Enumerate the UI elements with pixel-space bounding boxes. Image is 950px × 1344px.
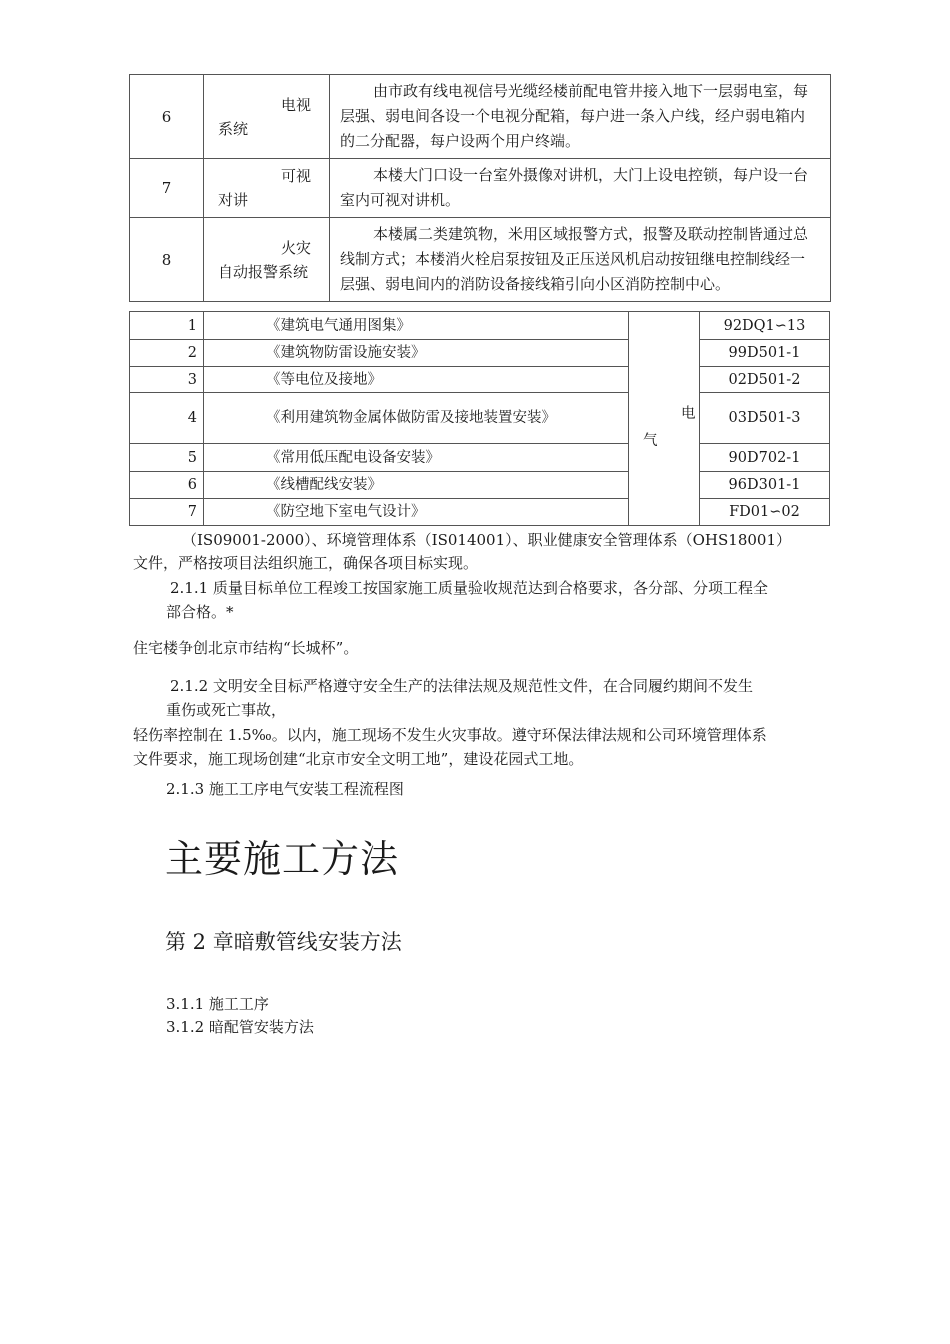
system-name: 可视 对讲	[204, 159, 330, 218]
standard-code: 90D702-1	[700, 444, 830, 472]
system-name: 火灾 自动报警系统	[204, 218, 330, 302]
system-description: 本楼属二类建筑物，米用区域报警方式，报警及联动控制皆通过总线制方式；本楼消火栓启泵按钮及正压送风机启动按钮继电控制线经一层强、弱电间内的消防设备接线箱引向小区消防控制中心。	[330, 218, 831, 302]
paragraph-line: 部合格。*	[166, 603, 234, 621]
standard-title: 《防空地下室电气设计》	[204, 499, 629, 526]
standard-title: 《线槽配线安装》	[204, 472, 629, 499]
table-row	[130, 367, 830, 393]
row-number: 2	[130, 340, 204, 367]
standard-code: 02D501-2	[700, 367, 830, 393]
row-number: 5	[130, 444, 204, 472]
paragraph-line: 重伤或死亡事故，	[166, 701, 287, 719]
standard-code: 03D501-3	[700, 393, 830, 444]
section-line: 2.1.3 施工工序电气安装工程流程图	[166, 780, 404, 798]
category-cell	[629, 312, 700, 526]
paragraph-line: 文件，严格按项目法组织施工，确保各项目标实现。	[133, 554, 479, 572]
standard-title: 《等电位及接地》	[204, 367, 629, 393]
chapter-heading: 第 2 章暗敷管线安装方法	[165, 930, 402, 954]
row-number: 7	[130, 499, 204, 526]
table-row	[130, 499, 830, 526]
row-number: 1	[130, 312, 204, 340]
table-row	[130, 472, 830, 499]
system-description: 本楼大门口设一台室外摄像对讲机，大门上设电控锁，每户设一台室内可视对讲机。	[330, 159, 831, 218]
table-row	[130, 393, 830, 444]
table-row	[130, 444, 830, 472]
standard-title: 《利用建筑物金属体做防雷及接地装置安装》	[204, 393, 629, 444]
section-line: 3.1.1 施工工序	[166, 995, 269, 1013]
systems-table	[129, 74, 831, 302]
category-char: 气	[643, 433, 658, 449]
standard-title: 《常用低压配电设备安装》	[204, 444, 629, 472]
category-char: 电	[681, 406, 696, 422]
row-number: 6	[130, 472, 204, 499]
standard-title: 《建筑电气通用图集》	[204, 312, 629, 340]
table-row	[130, 75, 831, 159]
page-heading: 主要施工方法	[165, 837, 400, 881]
system-name: 电视 系统	[204, 75, 330, 159]
standard-code: FD01∽02	[700, 499, 830, 526]
standard-code: 99D501-1	[700, 340, 830, 367]
section-line: 3.1.2 暗配管安装方法	[166, 1018, 314, 1036]
table-row	[130, 159, 831, 218]
system-description: 由市政有线电视信号光缆经楼前配电管井接入地下一层弱电室，每层强、弱电间各设一个电视分配箱，每户进一条入户线，经户弱电箱内的二分配器，每户设两个用户终端。	[330, 75, 831, 159]
paragraph-line: 文件要求，施工现场创建“北京市安全文明工地”，建设花园式工地。	[133, 750, 584, 768]
standard-title: 《建筑物防雷设施安装》	[204, 340, 629, 367]
paragraph-line: 2.1.2 文明安全目标严格遵守安全生产的法律法规及规范性文件，在合同履约期间不发生	[170, 677, 753, 695]
row-number: 3	[130, 367, 204, 393]
paragraph-line: 轻伤率控制在 1.5‰。以内，施工现场不发生火灾事故。遵守环保法律法规和公司环境管理体系	[133, 726, 767, 744]
paragraph-line: 2.1.1 质量目标单位工程竣工按国家施工质量验收规范达到合格要求，各分部、分项工程全	[170, 579, 768, 597]
row-number: 7	[130, 159, 204, 218]
standard-code: 96D301-1	[700, 472, 830, 499]
row-number: 6	[130, 75, 204, 159]
table-row	[130, 218, 831, 302]
table-row	[130, 340, 830, 367]
row-number: 4	[130, 393, 204, 444]
paragraph-line: 住宅楼争创北京市结构“长城杯”。	[133, 639, 359, 657]
row-number: 8	[130, 218, 204, 302]
paragraph-line: （IS09001-2000）、环境管理体系（IS014001）、职业健康安全管理体系（OHS18001）	[182, 531, 791, 549]
table-row	[130, 312, 830, 340]
standards-table	[129, 311, 830, 526]
standard-code: 92DQ1∽13	[700, 312, 830, 340]
